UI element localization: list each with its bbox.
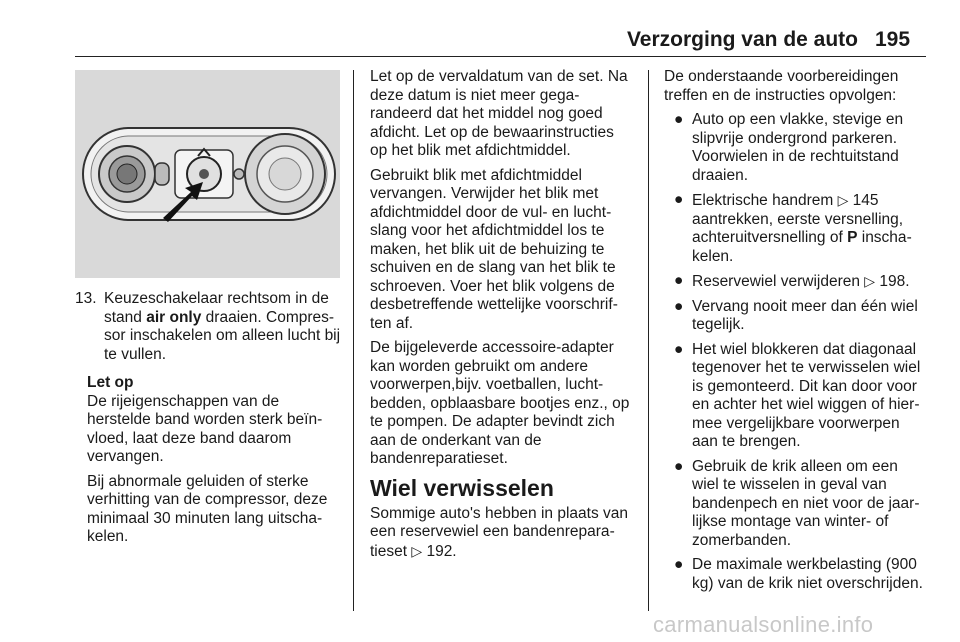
page-reference-icon: ▷ [411,542,423,559]
list-item: ● Auto op een vlakke, stevige en slipvrije ondergrond parkeren. Voorwielen in de rechtuitstand draaien. [674,111,904,184]
list-item: ● Vervang nooit meer dan één wiel tegelijk. [674,297,918,333]
page-reference-link[interactable]: 192. [422,542,457,560]
bullet-icon: ● [674,272,684,289]
step-number: 13. [75,290,97,307]
watermark: carmanualsonline.info [653,612,874,637]
step-text: Keuzeschakelaar rechtsom in de stand [104,290,329,326]
instruction-list [664,111,928,593]
bullet-icon: ● [674,111,684,128]
body-paragraph: Let op de vervaldatum van de set. Na deze datum is niet meer gegarandeerd dat het middel nog goed afdicht. Let op de bewaarinstructies op het blik met afdichtmiddel. [370,68,628,159]
running-header-title: Verzorging van de auto [626,28,858,51]
list-item: ● Gebruik de krik alleen om een wiel te wisselen in geval van bandenpech en niet voor de jaarlijkse montage van winter- of zomerbanden. [674,457,920,549]
list-item: ● De maximale werkbelasting (900 kg) van de krik niet overschrijden. [674,556,923,592]
note-block [87,374,343,547]
column-divider [353,70,354,611]
page-number: 195 [875,28,911,51]
bullet-icon: ● [674,340,684,358]
step-13 [75,290,343,364]
body-paragraph: De bijgeleverde accessoire-adapter kan worden gebruikt om andere voorwerpen,bijv. voetballen, luchtbedden, opblaasbare bootjes enz., op te pompen. De adapter bevindt zich aan de onderkant van de bandenreparatieset. [370,339,630,467]
section-heading: Wiel verwisselen [370,474,554,501]
step-bold-term: air only [146,308,202,326]
body-paragraph: Gebruikt blik met afdichtmiddel vervangen. Verwijder het blik met afdichtmiddel door de vul- en luchtslang voor het afdichtmiddel los te maken, het blik uit de behuizing te schuiven en de slang van het blik te schroeven. Voer het blik volgens de desbetreffende wettelijke voorschriften af. [370,166,618,332]
compressor-illustration [75,70,340,278]
left-column [75,290,343,553]
section-intro: Sommige auto's hebben in plaats van een reservewiel een bandenreparatieset ▷ 192. [370,504,629,560]
compressor-switch-figure [75,70,340,278]
note-paragraph: De rijeigenschappen van de herstelde band worden sterk beïnvloed, laat deze band daarom vervangen. [87,392,323,465]
note-title: Let op [87,374,134,391]
note-paragraph: Bij abnormale geluiden of sterke verhitting van de compressor, deze minimaal 30 minuten lang uitschakelen. [87,472,328,545]
list-item: ● Het wiel blokkeren dat diagonaal tegenover het te verwisselen wiel is gemonteerd. Dit kan door voor en achter het wiel wiggen of hiermee vergelijkbare voorwerpen aan te brengen. [674,340,921,450]
column-divider [648,70,649,611]
page-reference-icon: ▷ [864,273,876,289]
step-text-continued: draaien. Compressor inschakelen om alleen lucht bij te vullen. [104,308,341,363]
bullet-icon: ● [674,556,684,573]
bullet-icon: ● [674,191,684,208]
list-item: ● Reservewiel verwijderen ▷ 198. [674,272,910,290]
bullet-icon: ● [674,297,684,315]
page-reference-link[interactable]: 145 [848,192,879,209]
body-paragraph: De onderstaande voorbereidingen treffen en de instructies opvolgen: [664,68,899,104]
bullet-icon: ● [674,457,684,475]
right-column [664,68,928,599]
page-reference-icon: ▷ [837,192,849,208]
page-reference-link[interactable]: 198. [875,273,910,290]
header-rule [75,56,926,57]
list-item: ● Elektrische handrem ▷ 145 aantrekken, eerste versnelling, achteruitversnelling of P inschakelen. [674,191,912,265]
middle-column [370,68,634,567]
